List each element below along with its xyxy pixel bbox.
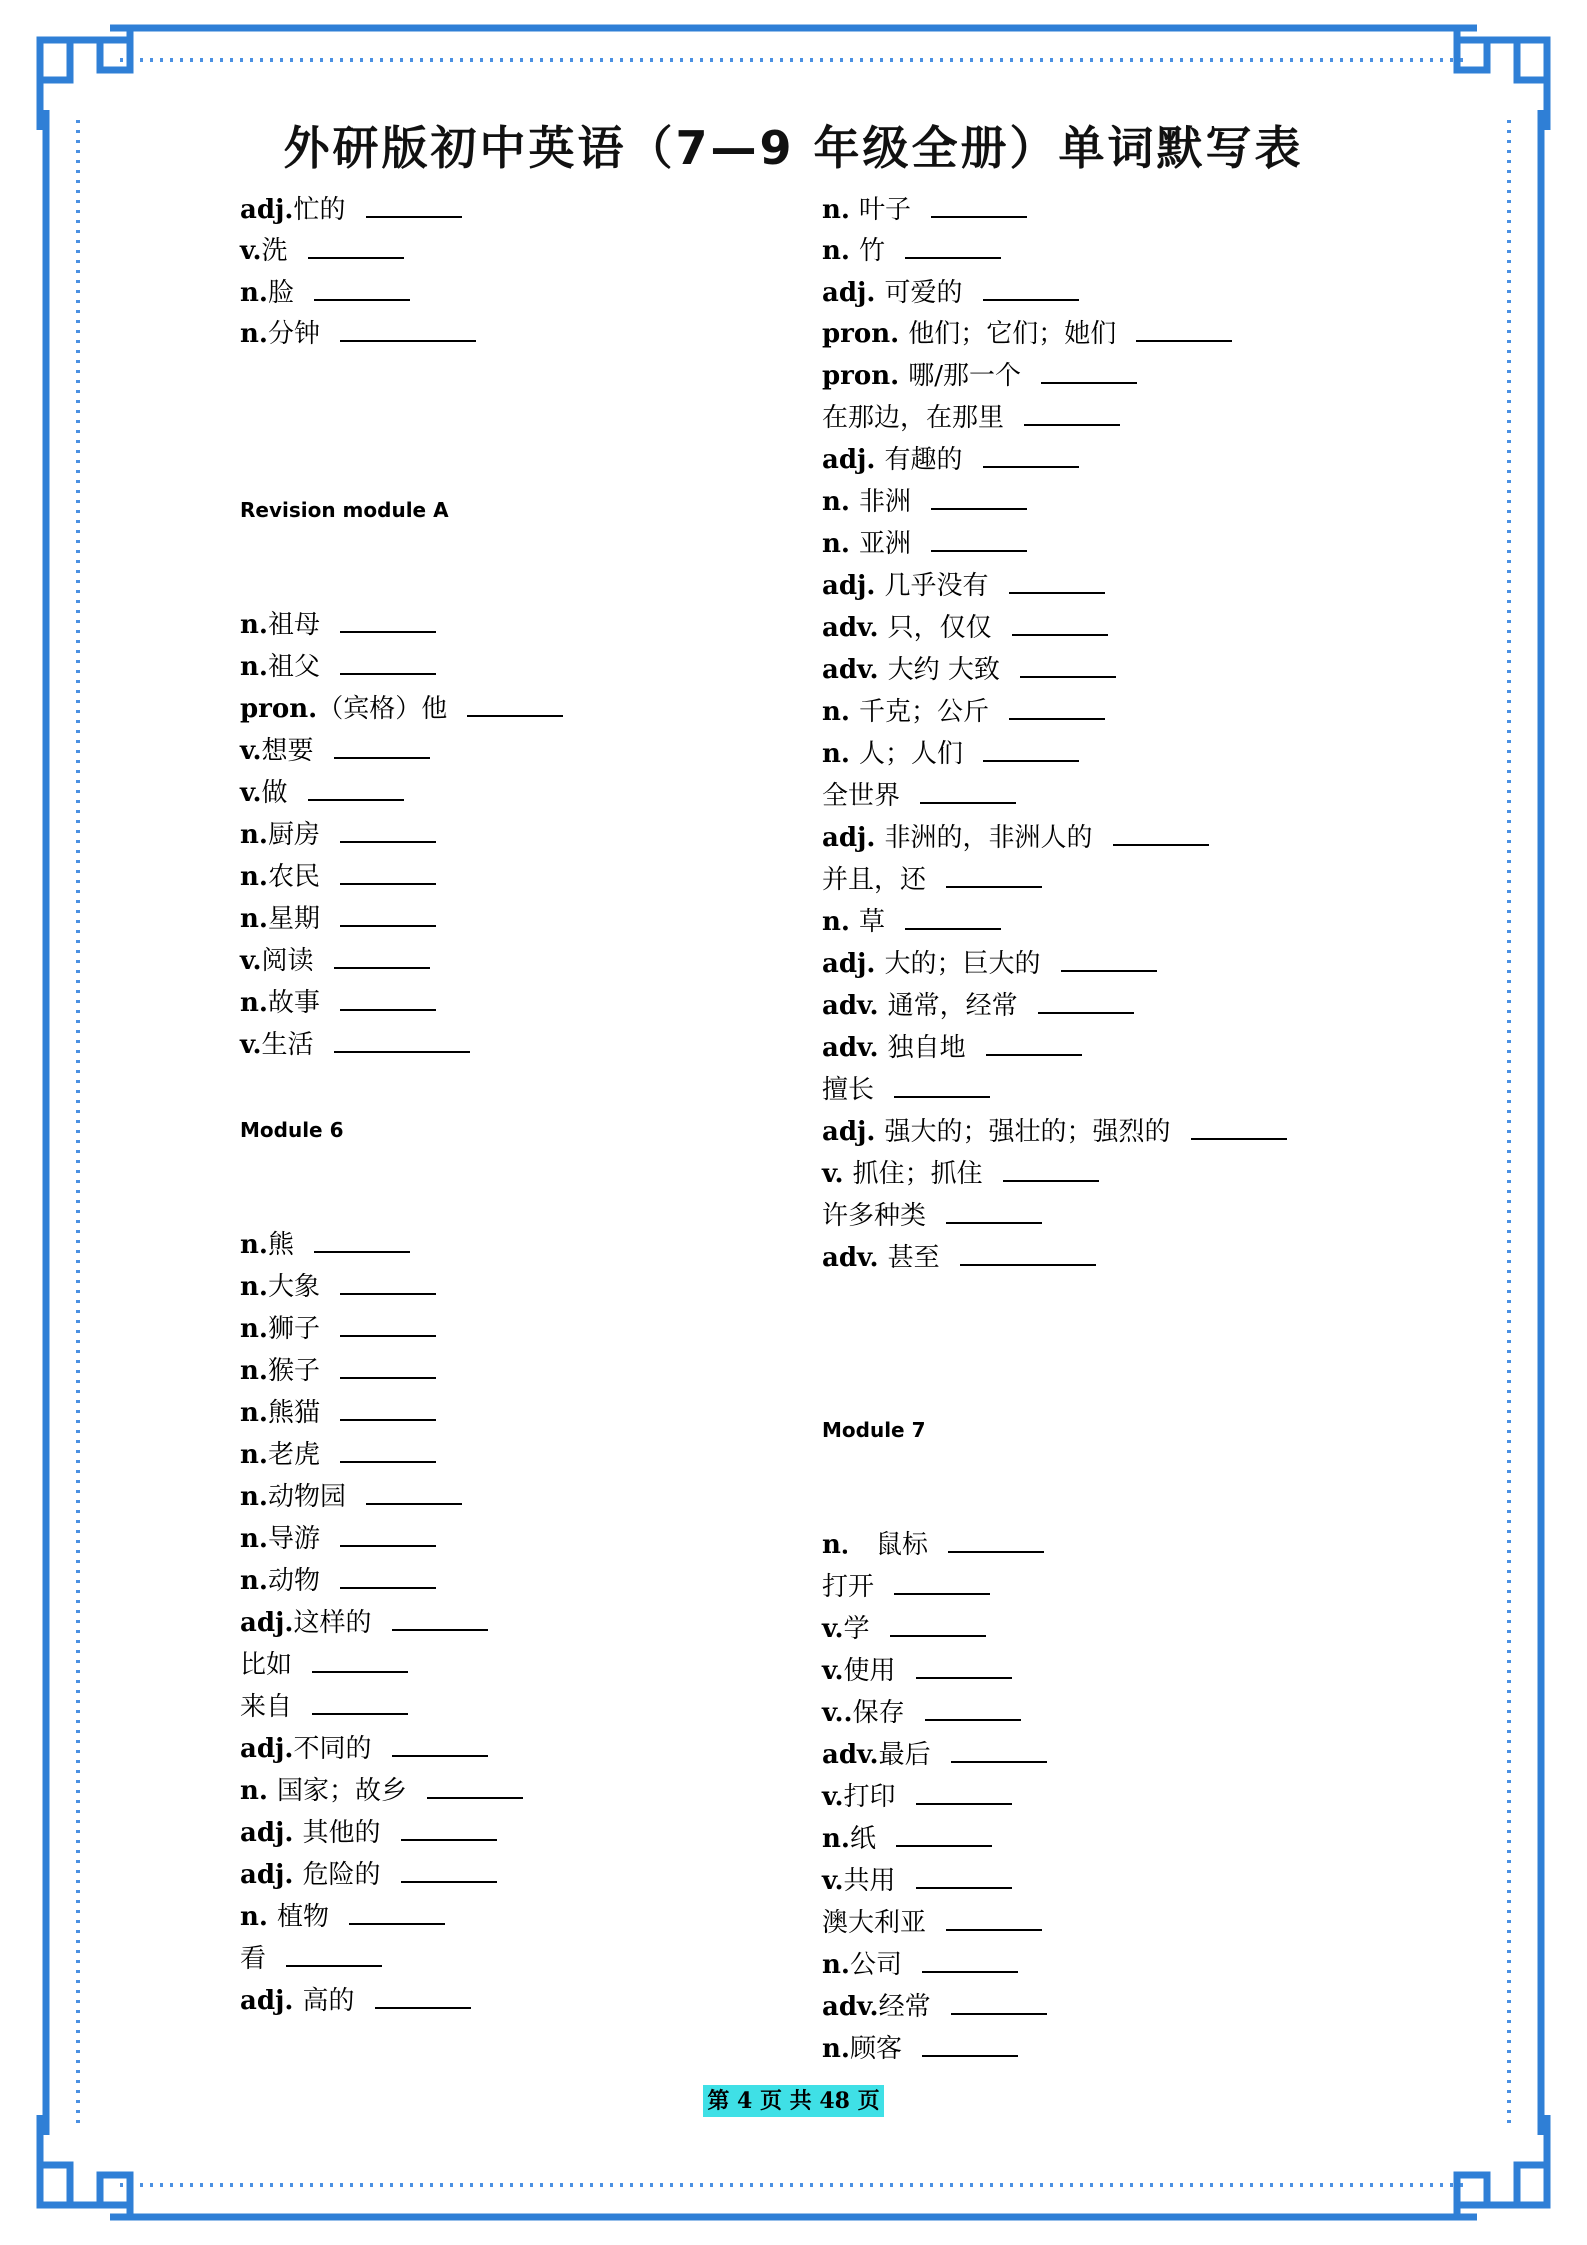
part-of-speech: n. [240, 904, 268, 934]
part-of-speech: v. [822, 1614, 844, 1644]
vocab-item [240, 941, 430, 981]
vocab-item [240, 1645, 408, 1685]
meaning: 独自地 [887, 1033, 966, 1063]
meaning: 强大的；强壮的；强烈的 [884, 1117, 1171, 1147]
meaning: 可爱的 [884, 278, 963, 308]
vocab-item [240, 273, 410, 313]
answer-blank[interactable] [340, 857, 436, 885]
answer-blank[interactable] [1136, 314, 1232, 342]
vocab-item [822, 860, 1042, 900]
answer-blank[interactable] [916, 1777, 1012, 1805]
answer-blank[interactable] [922, 2029, 1018, 2057]
answer-blank[interactable] [1191, 1112, 1287, 1140]
meaning: 比如 [240, 1650, 293, 1680]
part-of-speech: n. [240, 1482, 268, 1512]
meaning: 共用 [843, 1866, 896, 1896]
answer-blank[interactable] [401, 1855, 497, 1883]
answer-blank[interactable] [946, 1903, 1042, 1931]
meaning: 看 [240, 1944, 267, 1974]
meaning: 擅长 [822, 1075, 875, 1105]
answer-blank[interactable] [1003, 1154, 1099, 1182]
vocab-item [822, 1777, 1012, 1817]
part-of-speech: adv. [822, 613, 888, 643]
vocab-item [240, 605, 436, 645]
meaning: 阅读 [261, 946, 314, 976]
vocab-item [822, 1070, 990, 1110]
vocab-item [240, 231, 404, 271]
answer-blank[interactable] [920, 776, 1016, 804]
meaning: 星期 [267, 904, 320, 934]
part-of-speech: n. [240, 1314, 268, 1344]
vocab-item [822, 1028, 1082, 1068]
answer-blank[interactable] [340, 899, 436, 927]
meaning: 大象 [267, 1272, 320, 1302]
meaning: 经常 [878, 1992, 931, 2022]
vocab-item [822, 566, 1105, 606]
vocab-item [240, 1687, 408, 1727]
vocab-item [240, 1561, 436, 1601]
meaning: （宾格）他 [317, 694, 448, 724]
vocab-item [822, 524, 1027, 564]
part-of-speech: adj. [822, 571, 885, 601]
part-of-speech: adj. [822, 278, 885, 308]
vocab-item [822, 1819, 992, 1859]
meaning: 学 [843, 1614, 870, 1644]
vocab-item [240, 899, 436, 939]
answer-blank[interactable] [375, 1981, 471, 2009]
meaning: 导游 [267, 1524, 320, 1554]
part-of-speech: v. [822, 1656, 844, 1686]
answer-blank[interactable] [905, 231, 1001, 259]
answer-blank[interactable] [340, 314, 476, 342]
meaning: 甚至 [887, 1243, 940, 1273]
meaning: 动物 [267, 1566, 320, 1596]
answer-blank[interactable] [312, 1645, 408, 1673]
meaning: 危险的 [302, 1860, 381, 1890]
answer-blank[interactable] [334, 731, 430, 759]
answer-blank[interactable] [286, 1939, 382, 1967]
part-of-speech: pron. [822, 361, 909, 391]
part-of-speech: n. [240, 319, 268, 349]
answer-blank[interactable] [312, 1687, 408, 1715]
part-of-speech: v. [822, 1866, 844, 1896]
answer-blank[interactable] [986, 1028, 1082, 1056]
part-of-speech: v.. [822, 1698, 853, 1728]
answer-blank[interactable] [916, 1861, 1012, 1889]
answer-blank[interactable] [894, 1070, 990, 1098]
section-heading: Revision module A [240, 498, 449, 522]
vocab-item [822, 818, 1209, 858]
part-of-speech: n. [822, 907, 860, 937]
vocab-item [822, 986, 1134, 1026]
vocab-item [822, 356, 1137, 396]
answer-blank[interactable] [392, 1729, 488, 1757]
vocab-item [240, 1771, 523, 1811]
meaning: 洗 [261, 236, 288, 266]
answer-blank[interactable] [308, 231, 404, 259]
meaning: 其他的 [302, 1818, 381, 1848]
meaning: 公司 [849, 1950, 902, 1980]
vocab-item [240, 773, 404, 813]
page-title: 外研版初中英语（7—9 年级全册）单词默写表 [283, 121, 1304, 175]
vocab-item [822, 1735, 1047, 1775]
section-heading: Module 6 [240, 1118, 344, 1142]
part-of-speech: v. [822, 1782, 844, 1812]
vocab-item [822, 1154, 1099, 1194]
part-of-speech: adj. [240, 1608, 294, 1638]
part-of-speech: n. [240, 820, 268, 850]
answer-blank[interactable] [894, 1567, 990, 1595]
vocab-item [822, 1567, 990, 1607]
answer-blank[interactable] [314, 1225, 410, 1253]
vocab-item [822, 1196, 1042, 1236]
meaning: 分钟 [267, 319, 320, 349]
meaning: 打开 [822, 1572, 875, 1602]
part-of-speech: adv. [822, 1740, 879, 1770]
answer-blank[interactable] [1012, 608, 1108, 636]
meaning: 脸 [267, 278, 294, 308]
part-of-speech: adj. [822, 949, 885, 979]
vocab-item [240, 1225, 410, 1265]
vocab-item [822, 190, 1027, 230]
vocab-item [240, 1435, 436, 1475]
vocab-item [240, 314, 476, 354]
meaning: 国家；故乡 [277, 1776, 408, 1806]
vocab-item [240, 1351, 436, 1391]
vocab-item [240, 1025, 470, 1065]
answer-blank[interactable] [1113, 818, 1209, 846]
vocab-item [822, 650, 1116, 690]
vocab-item [240, 1981, 471, 2021]
answer-blank[interactable] [1009, 566, 1105, 594]
part-of-speech: pron. [240, 694, 318, 724]
vocab-item [822, 398, 1120, 438]
meaning: 顾客 [849, 2034, 902, 2064]
meaning: 这样的 [293, 1608, 372, 1638]
answer-blank[interactable] [916, 1651, 1012, 1679]
meaning: 非洲 [859, 487, 912, 517]
part-of-speech: adv. [822, 1033, 888, 1063]
part-of-speech: n. [822, 2034, 850, 2064]
answer-blank[interactable] [340, 1267, 436, 1295]
meaning: 祖父 [267, 652, 320, 682]
vocab-item [240, 190, 462, 230]
part-of-speech: n. [240, 1230, 268, 1260]
part-of-speech: adj. [240, 1734, 294, 1764]
vocab-item [822, 273, 1079, 313]
vocab-item [822, 2029, 1018, 2069]
answer-blank[interactable] [340, 983, 436, 1011]
vocab-item [240, 857, 436, 897]
answer-blank[interactable] [308, 773, 404, 801]
vocab-item [822, 1525, 1044, 1565]
vocab-item [240, 1393, 436, 1433]
vocab-item [240, 1813, 497, 1853]
part-of-speech: n. [822, 487, 860, 517]
answer-blank[interactable] [340, 1435, 436, 1463]
answer-blank[interactable] [951, 1735, 1047, 1763]
answer-blank[interactable] [983, 440, 1079, 468]
meaning: 老虎 [267, 1440, 320, 1470]
answer-blank[interactable] [392, 1603, 488, 1631]
section-heading: Module 7 [822, 1418, 926, 1442]
vocab-item [240, 1477, 462, 1517]
answer-blank[interactable] [401, 1813, 497, 1841]
answer-blank[interactable] [1061, 944, 1157, 972]
vocab-item [822, 1903, 1042, 1943]
meaning: 人；人们 [859, 739, 964, 769]
meaning: 澳大利亚 [822, 1908, 927, 1938]
answer-blank[interactable] [905, 902, 1001, 930]
answer-blank[interactable] [931, 190, 1027, 218]
part-of-speech: pron. [822, 319, 909, 349]
part-of-speech: adj. [822, 445, 885, 475]
meaning: 大的；巨大的 [884, 949, 1041, 979]
meaning: 来自 [240, 1692, 293, 1722]
meaning: 全世界 [822, 781, 901, 811]
part-of-speech: n. [240, 862, 268, 892]
meaning: 非洲的，非洲人的 [884, 823, 1093, 853]
page-footer [0, 2085, 1587, 2117]
answer-blank[interactable] [948, 1525, 1044, 1553]
answer-blank[interactable] [340, 1351, 436, 1379]
vocab-item [822, 1693, 1021, 1733]
vocab-item [240, 689, 563, 729]
part-of-speech: adj. [822, 823, 885, 853]
part-of-speech: n. [240, 1272, 268, 1302]
part-of-speech: v. [240, 1030, 262, 1060]
vocab-item [240, 1267, 436, 1307]
vocab-item [822, 608, 1108, 648]
meaning: 做 [261, 778, 288, 808]
meaning: 厨房 [267, 820, 320, 850]
answer-blank[interactable] [349, 1897, 445, 1925]
part-of-speech: n. [240, 1524, 268, 1554]
answer-blank[interactable] [896, 1819, 992, 1847]
answer-blank[interactable] [340, 1561, 436, 1589]
part-of-speech: n. [822, 236, 860, 266]
answer-blank[interactable] [340, 647, 436, 675]
answer-blank[interactable] [1020, 650, 1116, 678]
answer-blank[interactable] [951, 1987, 1047, 2015]
part-of-speech: adj. [240, 1860, 303, 1890]
meaning: 打印 [843, 1782, 896, 1812]
vocab-item [240, 1897, 445, 1937]
vocab-item [822, 231, 1001, 271]
vocab-item [822, 1861, 1012, 1901]
vocab-item [240, 1309, 436, 1349]
meaning: 熊猫 [267, 1398, 320, 1428]
meaning: 故事 [267, 988, 320, 1018]
vocab-item [822, 944, 1157, 984]
answer-blank[interactable] [334, 1025, 470, 1053]
meaning: 抓住；抓住 [852, 1159, 983, 1189]
meaning: 想要 [261, 736, 314, 766]
vocab-item [240, 1939, 382, 1979]
answer-blank[interactable] [427, 1771, 523, 1799]
part-of-speech: adj. [822, 1117, 885, 1147]
part-of-speech: n. [822, 739, 860, 769]
answer-blank[interactable] [314, 273, 410, 301]
answer-blank[interactable] [366, 1477, 462, 1505]
meaning: 生活 [261, 1030, 314, 1060]
vocab-item [822, 1238, 1096, 1278]
meaning: 动物园 [267, 1482, 346, 1512]
answer-blank[interactable] [890, 1609, 986, 1637]
part-of-speech: adj. [240, 1986, 303, 2016]
meaning: 保存 [852, 1698, 905, 1728]
answer-blank[interactable] [1041, 356, 1137, 384]
answer-blank[interactable] [983, 273, 1079, 301]
meaning: 植物 [277, 1902, 330, 1932]
answer-blank[interactable] [467, 689, 563, 717]
answer-blank[interactable] [946, 1196, 1042, 1224]
part-of-speech: v. [240, 236, 262, 266]
vocab-item [240, 815, 436, 855]
vocab-item [822, 776, 1016, 816]
vocab-item [240, 1519, 436, 1559]
part-of-speech: v. [240, 778, 262, 808]
vocab-item [240, 983, 436, 1023]
vocab-item [822, 482, 1027, 522]
part-of-speech: n. [240, 1566, 268, 1596]
vocab-item [822, 1651, 1012, 1691]
part-of-speech: n. [240, 610, 268, 640]
meaning: 忙的 [293, 195, 346, 225]
meaning: 哪/那一个 [908, 361, 1021, 391]
meaning: 草 [859, 907, 886, 937]
meaning: 许多种类 [822, 1201, 927, 1231]
vocab-item [822, 1945, 1018, 1985]
meaning: 并且，还 [822, 865, 927, 895]
answer-blank[interactable] [983, 734, 1079, 762]
answer-blank[interactable] [340, 605, 436, 633]
part-of-speech: adj. [240, 195, 294, 225]
answer-blank[interactable] [1038, 986, 1134, 1014]
part-of-speech: n. [240, 652, 268, 682]
vocab-item [822, 1609, 986, 1649]
vocab-item [240, 1603, 488, 1643]
meaning: 大约 大致 [887, 655, 1000, 685]
part-of-speech: n. [822, 195, 860, 225]
vocab-item [240, 731, 430, 771]
part-of-speech: n. [822, 697, 860, 727]
part-of-speech: adv. [822, 1992, 879, 2022]
answer-blank[interactable] [340, 1309, 436, 1337]
meaning: 在那边，在那里 [822, 403, 1005, 433]
vocab-item [240, 1855, 497, 1895]
meaning: 通常，经常 [887, 991, 1018, 1021]
part-of-speech: n. [240, 988, 268, 1018]
part-of-speech: v. [822, 1159, 853, 1189]
meaning: 亚洲 [859, 529, 912, 559]
meaning: 祖母 [267, 610, 320, 640]
part-of-speech: n. [240, 278, 268, 308]
part-of-speech: adv. [822, 655, 888, 685]
meaning: 猴子 [267, 1356, 320, 1386]
part-of-speech: adv. [822, 991, 888, 1021]
vocab-item [822, 1112, 1287, 1152]
part-of-speech: n. [240, 1398, 268, 1428]
meaning: 使用 [843, 1656, 896, 1686]
answer-blank[interactable] [1009, 692, 1105, 720]
vocab-item [822, 902, 1001, 942]
answer-blank[interactable] [960, 1238, 1096, 1266]
answer-blank[interactable] [334, 941, 430, 969]
meaning: 纸 [849, 1824, 876, 1854]
vocab-item [822, 440, 1079, 480]
part-of-speech: n. [240, 1356, 268, 1386]
meaning: 千克；公斤 [859, 697, 990, 727]
vocab-item [240, 1729, 488, 1769]
vocab-item [822, 734, 1079, 774]
answer-blank[interactable] [946, 860, 1042, 888]
part-of-speech: n． [822, 1530, 876, 1560]
part-of-speech: n. [822, 529, 860, 559]
meaning: 狮子 [267, 1314, 320, 1344]
answer-blank[interactable] [925, 1693, 1021, 1721]
vocab-item [822, 314, 1232, 354]
answer-blank[interactable] [931, 482, 1027, 510]
meaning: 有趣的 [884, 445, 963, 475]
part-of-speech: adv. [822, 1243, 888, 1273]
part-of-speech: n. [822, 1950, 850, 1980]
page-number: 第 4 页 共 48 页 [703, 2085, 883, 2117]
part-of-speech: n. [240, 1776, 278, 1806]
meaning: 他们；它们；她们 [908, 319, 1117, 349]
meaning: 叶子 [859, 195, 912, 225]
meaning: 只，仅仅 [887, 613, 992, 643]
part-of-speech: v. [240, 736, 262, 766]
meaning: 几乎没有 [884, 571, 989, 601]
answer-blank[interactable] [922, 1945, 1018, 1973]
answer-blank[interactable] [931, 524, 1027, 552]
meaning: 农民 [267, 862, 320, 892]
meaning: 熊 [267, 1230, 294, 1260]
vocab-item [822, 692, 1105, 732]
answer-blank[interactable] [366, 190, 462, 218]
answer-blank[interactable] [340, 815, 436, 843]
meaning: 高的 [302, 1986, 355, 2016]
meaning: 竹 [859, 236, 886, 266]
meaning: 最后 [878, 1740, 931, 1770]
vocab-item [240, 647, 436, 687]
answer-blank[interactable] [340, 1519, 436, 1547]
answer-blank[interactable] [1024, 398, 1120, 426]
meaning: 不同的 [293, 1734, 372, 1764]
meaning: 鼠标 [875, 1530, 928, 1560]
part-of-speech: n. [240, 1902, 278, 1932]
part-of-speech: n. [240, 1440, 268, 1470]
vocab-item [822, 1987, 1047, 2027]
part-of-speech: adj. [240, 1818, 303, 1848]
part-of-speech: v. [240, 946, 262, 976]
part-of-speech: n. [822, 1824, 850, 1854]
answer-blank[interactable] [340, 1393, 436, 1421]
